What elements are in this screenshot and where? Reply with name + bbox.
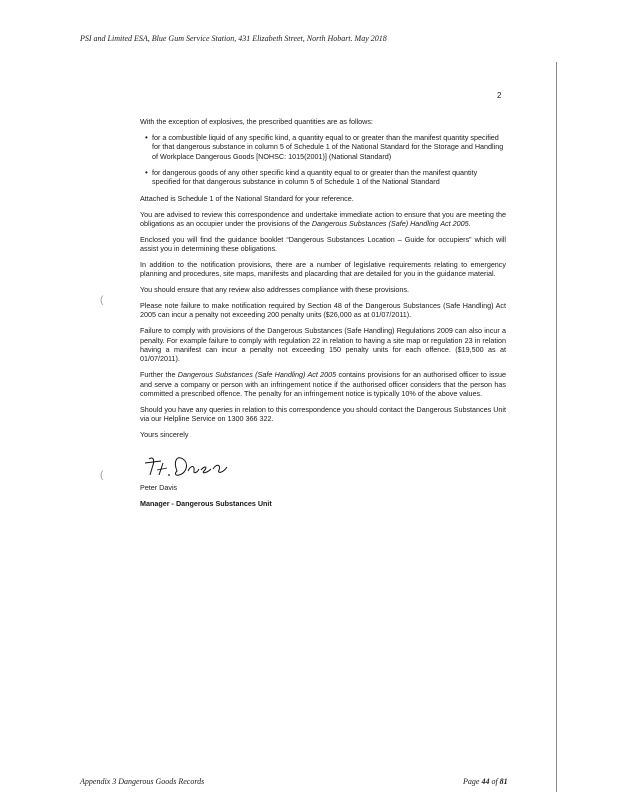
bullet-combustible-liquid: • for a combustible liquid of any specific kind, a quantity equal to or greater than the manifest quantity specified for that dangerous substance in column 5 of Schedule 1 of the National Standard for the Storage and Handling of Workplace Dangerous Goods [NOHSC: 1015(2001)] (National Standard) xyxy=(145,133,506,161)
failure-comply-paragraph: Failure to comply with provisions of the Dangerous Substances (Safe Handling) Regulations 2009 can also incur a penalty. For example failure to comply with regulation 22 in relation to having a site map or regulation 23 in relation having a manifest can incur a penalty not exceeding 150 penalty units for each offence. ($19,500 as at 01/07/2011). xyxy=(140,326,506,364)
footer-appendix: Appendix 3 Dangerous Goods Records xyxy=(80,777,205,786)
footer-page-number: Page 44 of 81 xyxy=(463,777,508,786)
review-paragraph: You should ensure that any review also addresses compliance with these provisions. xyxy=(140,285,410,295)
letter-body xyxy=(140,117,506,515)
document-header: PSI and Limited ESA, Blue Gum Service Station, 431 Elizabeth Street, North Hobart. May 2018 xyxy=(80,34,387,43)
letter-page-number: 2 xyxy=(497,91,502,100)
queries-paragraph: Should you have any queries in relation to this correspondence you should contact the Dangerous Substances Unit via our Helpline Service on 1300 366 322. xyxy=(140,404,506,424)
scan-mark: ( xyxy=(100,295,104,306)
scan-mark: ( xyxy=(100,470,104,481)
further-paragraph: Further the Dangerous Substances (Safe Handling) Act 2005 contains provisions for an authorised officer to issue and serve a company or person with an infringement notice if the authorised officer considers that the person has committed a prescribed offence. The penalty for an infringement notice is typically 10% of the above values. xyxy=(140,370,506,399)
act-title: Dangerous Substances (Safe Handling) Act 2005 xyxy=(177,370,337,380)
signatory-title: Manager - Dangerous Substances Unit xyxy=(140,499,272,509)
act-title: Dangerous Substances (Safe) Handling Act 2005 xyxy=(311,219,469,229)
signature-image xyxy=(143,451,238,479)
failure-notify-paragraph: Please note failure to make notification required by Section 48 of the Dangerous Substances (Safe Handling) Act 2005 can incur a penalty not exceeding 200 penalty units ($26,000 as at 01/07/2011). xyxy=(140,301,506,320)
quantity-bullet-list xyxy=(140,133,506,187)
bullet-dangerous-goods: • for dangerous goods of any other specific kind a quantity equal to or greater than the manifest quantity specified for that dangerous substance in column 5 of Schedule 1 of the National Standard xyxy=(145,168,506,187)
closing: Yours sincerely xyxy=(140,430,189,440)
enclosed-paragraph: Enclosed you will find the guidance booklet “Dangerous Substances Location – Guide for occupiers” which will assist you in determining these obligations. xyxy=(140,234,506,254)
margin-rule xyxy=(556,62,557,792)
advised-paragraph: You are advised to review this correspondence and undertake immediate action to ensure that you are meeting the obligations as an occupier under the provisions of the Dangerous Substances (Safe) Handling Act 2005. xyxy=(140,209,506,229)
addition-paragraph: In addition to the notification provisions, there are a number of legislative requirements relating to emergency planning and procedures, site maps, manifests and placarding that are detailed for you in the guidance material. xyxy=(140,260,506,279)
attached-paragraph: Attached is Schedule 1 of the National Standard for your reference. xyxy=(140,193,354,203)
signatory-name: Peter Davis xyxy=(140,483,178,493)
intro-paragraph: With the exception of explosives, the prescribed quantities are as follows: xyxy=(140,117,373,126)
